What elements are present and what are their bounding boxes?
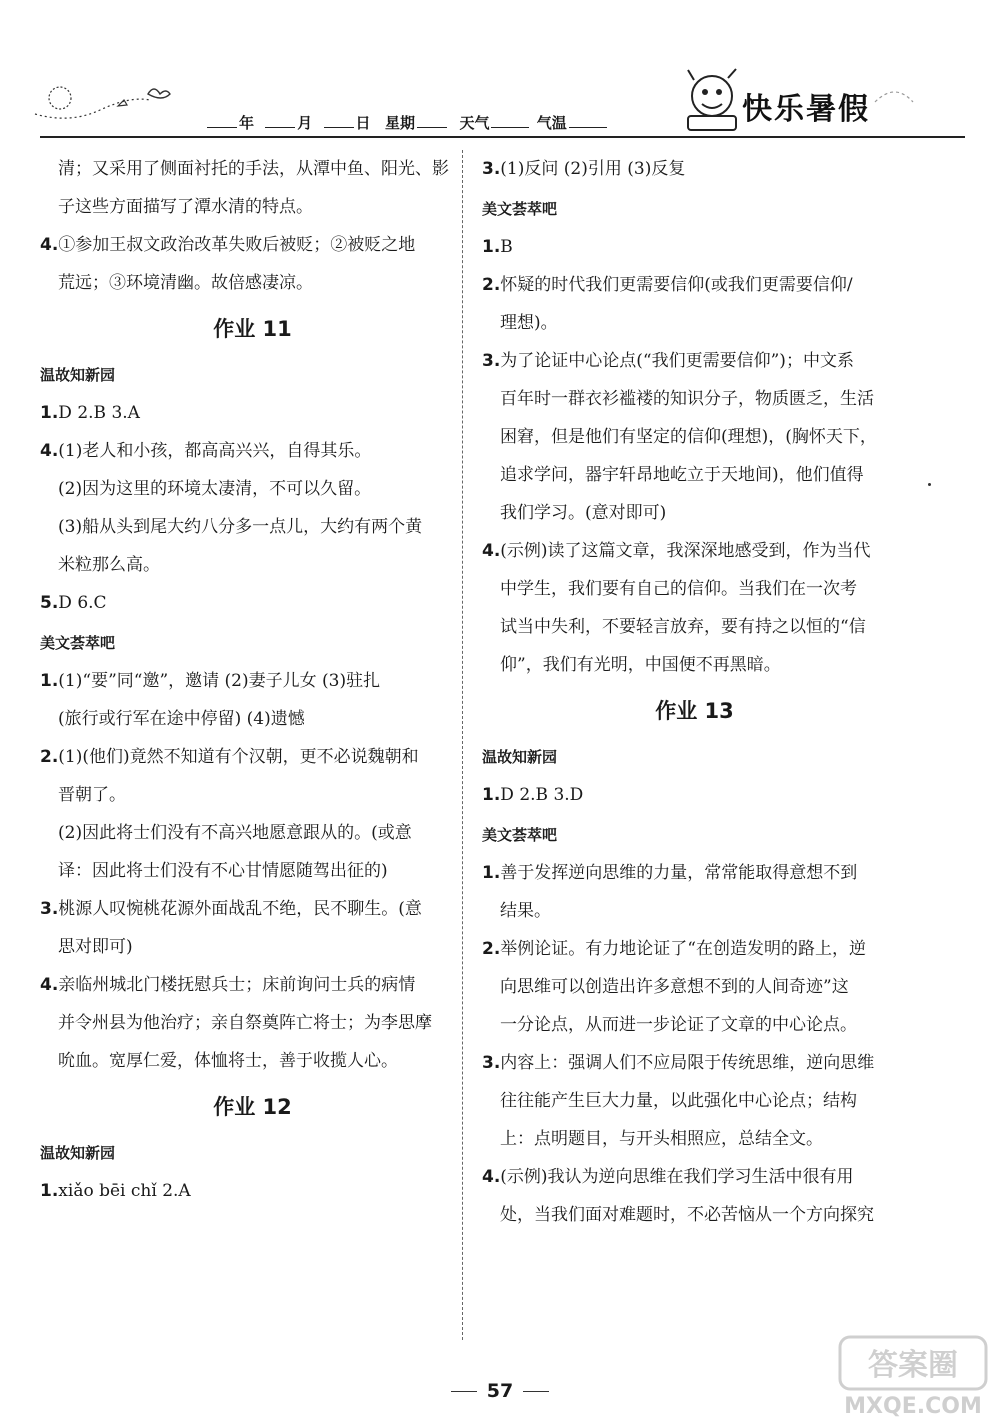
answer-text: 我们学习。(意对即可) [500, 503, 667, 523]
section-heading: 温故知新园 [40, 366, 116, 384]
answer-item [482, 532, 907, 570]
column-divider [462, 150, 463, 1340]
weather-label: 天气 [459, 114, 490, 132]
answer-text: 子这些方面描写了潭水清的特点。 [58, 197, 313, 217]
answer-item [40, 432, 465, 470]
answer-text: 善于发挥逆向思维的力量，常常能取得意想不到 [500, 863, 858, 883]
answer-item [40, 226, 465, 264]
answer-line [40, 814, 465, 852]
left-column [40, 150, 465, 1210]
answer-line [482, 1006, 907, 1044]
homework-title: 作业 11 [213, 317, 292, 341]
answer-text: 内容上：强调人们不应局限于传统思维，逆向思维 [500, 1053, 875, 1073]
answer-number: 4. [482, 541, 501, 561]
answer-line [40, 508, 465, 546]
answer-text: 百年时一群衣衫褴褛的知识分子，物质匮乏，生活 [500, 389, 874, 409]
answer-item [482, 342, 907, 380]
answer-number: 4. [40, 441, 59, 461]
answer-text: 并令州县为他治疗；亲自祭奠阵亡将士；为李思摩 [58, 1013, 432, 1033]
homework-title: 作业 13 [655, 699, 734, 723]
answer-number: 1. [40, 671, 59, 691]
answer-text: 向思维可以创造出许多意想不到的人间奇迹”这 [500, 977, 849, 997]
answer-line [482, 1120, 907, 1158]
answer-text: 仰”，我们有光明，中国便不再黑暗。 [500, 655, 781, 675]
temperature-blank[interactable] [569, 127, 607, 128]
section-heading: 温故知新园 [40, 1144, 116, 1162]
answer-line [482, 494, 907, 532]
answer-number: 3. [482, 159, 501, 179]
answer-line [482, 570, 907, 608]
answer-line [40, 852, 465, 890]
answer-text: (旅行或行军在途中停留) (4)遗憾 [58, 709, 305, 729]
right-column [482, 150, 907, 1234]
answer-number: 3. [482, 351, 501, 371]
weekday-blank[interactable] [417, 127, 447, 128]
answer-item [40, 890, 465, 928]
answer-line [40, 546, 465, 584]
answer-line [482, 456, 907, 494]
answer-item [40, 966, 465, 1004]
answer-number: 1. [40, 1181, 59, 1201]
answer-text: 试当中失利，不要轻言放弃，要有持之以恒的“信 [500, 617, 866, 637]
answer-text: 理想)。 [500, 313, 558, 333]
page-header [0, 0, 1000, 140]
month-blank[interactable] [265, 127, 295, 128]
answer-text: 为了论证中心论点(“我们更需要信仰”)；中文系 [500, 351, 854, 371]
margin-dot [928, 483, 931, 486]
answer-text: 困窘，但是他们有坚定的信仰(理想)，(胸怀天下， [500, 427, 877, 447]
answer-item [40, 662, 465, 700]
answer-text: 亲临州城北门楼抚慰兵士；床前询问士兵的病情 [58, 975, 416, 995]
header-rule [40, 136, 965, 138]
answer-line [482, 892, 907, 930]
answer-line [482, 608, 907, 646]
answer-item [482, 228, 907, 266]
answer-text: 处，当我们面对难题时，不必苦恼从一个方向探究 [500, 1205, 874, 1225]
section-heading: 美文荟萃吧 [482, 826, 558, 844]
answer-item [482, 1158, 907, 1196]
answer-line [482, 1196, 907, 1234]
answer-line [40, 188, 465, 226]
watermark-logo [838, 1335, 988, 1420]
answer-number: 2. [482, 939, 501, 959]
answer-line [40, 1042, 465, 1080]
answer-line [40, 150, 465, 188]
answer-text: 中学生，我们要有自己的信仰。当我们在一次考 [500, 579, 857, 599]
answer-line [482, 418, 907, 456]
answer-text: 往往能产生巨大力量，以此强化中心论点；结构 [500, 1091, 857, 1111]
answer-text: xiǎo bēi chǐ 2.A [58, 1181, 191, 1201]
answer-text: 译：因此将士们没有不心甘情愿随驾出征的) [58, 861, 388, 881]
answer-item [40, 584, 465, 622]
answer-text: (1)老人和小孩，都高高兴兴，自得其乐。 [58, 441, 372, 461]
weather-blank[interactable] [491, 127, 529, 128]
year-blank[interactable] [207, 127, 237, 128]
answer-item [482, 776, 907, 814]
answer-line [40, 928, 465, 966]
answer-number: 1. [40, 403, 59, 423]
answer-line [40, 264, 465, 302]
answer-text: 思对即可) [58, 937, 133, 957]
answer-line [40, 1004, 465, 1042]
answer-number: 1. [482, 237, 501, 257]
answer-text: B [500, 237, 513, 257]
answer-line [482, 646, 907, 684]
happy-summer-logo: 快乐暑假 [742, 92, 870, 127]
answer-number: 2. [40, 747, 59, 767]
watermark-site: MXQE.COM [844, 1394, 982, 1419]
answer-text: 清；又采用了侧面衬托的手法，从潭中鱼、阳光、影 [58, 159, 449, 179]
answer-text: ①参加王叔文政治改革失败后被贬；②被贬之地 [58, 235, 416, 255]
answer-text: 上：点明题目，与开头相照应，总结全文。 [500, 1129, 823, 1149]
answer-item [40, 1172, 465, 1210]
answer-number: 4. [482, 1167, 501, 1187]
answer-text: D 2.B 3.A [58, 403, 140, 423]
answer-text: (示例)读了这篇文章，我深深地感受到，作为当代 [500, 541, 871, 561]
answer-text: (2)因此将士们没有不高兴地愿意跟从的。(或意 [58, 823, 412, 843]
weekday-label: 星期 [384, 114, 415, 132]
answer-item [482, 1044, 907, 1082]
day-label: 日 [355, 114, 371, 132]
answer-line [40, 470, 465, 508]
answer-text: (1)(他们)竟然不知道有个汉朝，更不必说魏朝和 [58, 747, 419, 767]
answer-item [482, 150, 907, 188]
section-heading: 美文荟萃吧 [482, 200, 558, 218]
answer-text: 米粒那么高。 [58, 555, 160, 575]
answer-line [40, 700, 465, 738]
answer-text: 吮血。宽厚仁爱，体恤将士，善于收揽人心。 [58, 1051, 398, 1071]
answer-item [40, 738, 465, 776]
answer-text: (1)反问 (2)引用 (3)反复 [500, 159, 686, 179]
answer-text: 怀疑的时代我们更需要信仰(或我们更需要信仰/ [500, 275, 853, 295]
answer-line [482, 1082, 907, 1120]
butterfly-birds-decoration-icon [30, 78, 180, 128]
answer-text: (1)“要”同“邀”，邀请 (2)妻子儿女 (3)驻扎 [58, 671, 381, 691]
answer-text: 举例论证。有力地论证了“在创造发明的路上，逆 [500, 939, 866, 959]
answer-number: 4. [40, 235, 59, 255]
month-label: 月 [297, 114, 313, 132]
answer-number: 3. [482, 1053, 501, 1073]
section-heading: 温故知新园 [482, 748, 558, 766]
answer-item [40, 394, 465, 432]
answer-text: D 2.B 3.D [500, 785, 584, 805]
day-blank[interactable] [324, 127, 354, 128]
answer-item [482, 266, 907, 304]
answer-number: 3. [40, 899, 59, 919]
answer-text: 晋朝了。 [58, 785, 126, 805]
answer-line [482, 380, 907, 418]
answer-number: 1. [482, 785, 501, 805]
page-dash-right [523, 1391, 549, 1393]
year-label: 年 [239, 114, 255, 132]
answer-line [40, 776, 465, 814]
homework-title: 作业 12 [213, 1095, 292, 1119]
answer-item [482, 854, 907, 892]
page-dash-left [451, 1391, 477, 1393]
answer-text: D 6.C [58, 593, 107, 613]
answer-text: (2)因为这里的环境太凄清，不可以久留。 [58, 479, 372, 499]
answer-line [482, 304, 907, 342]
answer-text: (示例)我认为逆向思维在我们学习生活中很有用 [500, 1167, 854, 1187]
answer-text: 结果。 [500, 901, 551, 921]
watermark-text: 答案圈 [868, 1348, 958, 1383]
answer-line [482, 968, 907, 1006]
section-heading: 美文荟萃吧 [40, 634, 116, 652]
answer-text: (3)船从头到尾大约八分多一点儿，大约有两个黄 [58, 517, 423, 537]
answer-text: 荒远；③环境清幽。故倍感凄凉。 [58, 273, 313, 293]
answer-number: 1. [482, 863, 501, 883]
temperature-label: 气温 [536, 114, 567, 132]
date-weather-fields [205, 112, 609, 133]
answer-number: 2. [482, 275, 501, 295]
answer-text: 桃源人叹惋桃花源外面战乱不绝，民不聊生。(意 [58, 899, 422, 919]
answer-item [482, 930, 907, 968]
page-number-text: 57 [486, 1380, 514, 1402]
answer-text: 一分论点，从而进一步论证了文章的中心论点。 [500, 1015, 857, 1035]
answer-number: 4. [40, 975, 59, 995]
answer-number: 5. [40, 593, 59, 613]
answer-text: 追求学问，器宇轩昂地屹立于天地间)，他们值得 [500, 465, 864, 485]
